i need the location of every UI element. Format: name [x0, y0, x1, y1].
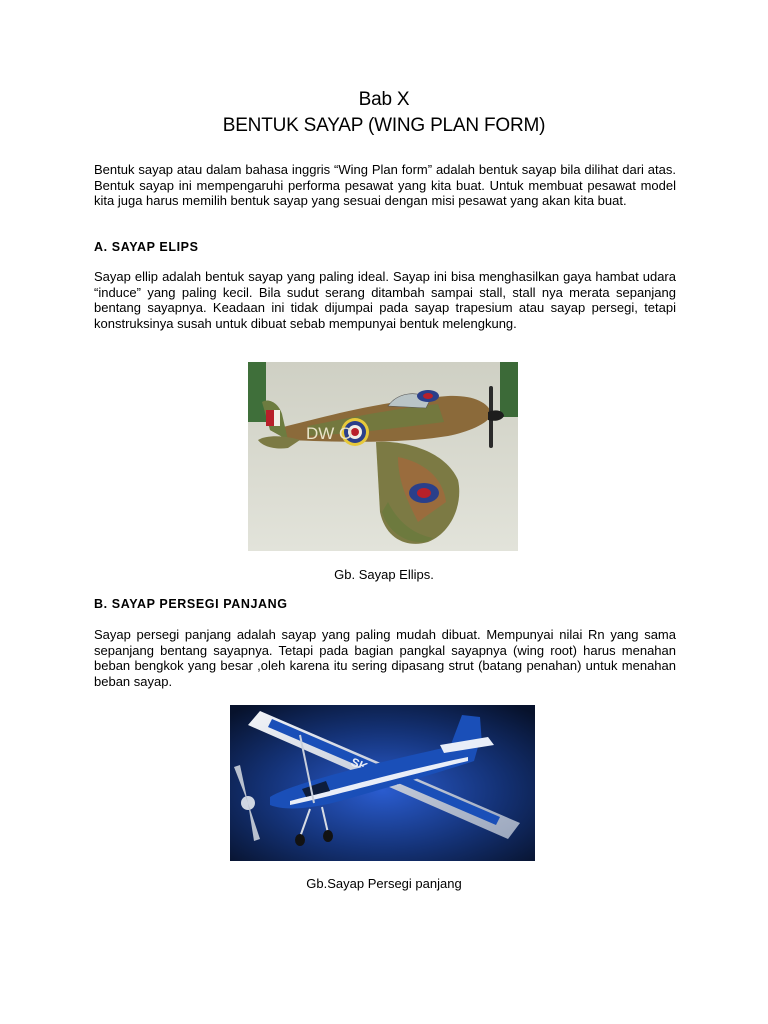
rectangular-wing-photo	[230, 705, 535, 861]
page-title: BENTUK SAYAP (WING PLAN FORM)	[222, 115, 546, 136]
elliptical-wing-photo	[248, 362, 518, 551]
section-a-caption: Gb. Sayap Ellips.	[334, 567, 434, 582]
section-b-heading: B. SAYAP PERSEGI PANJANG	[94, 597, 288, 611]
chapter-label: Bab X	[358, 89, 410, 110]
section-b-paragraph: Sayap persegi panjang adalah sayap yang paling mudah dibuat. Mempunyai nilai Rn yang sama sepanjang bentang sayapnya. Tetapi pada bagian pangkal sayapnya (wing root) harus menahan beban bengkok yang besar ,oleh karena itu sering dipasang strut (batang penahan) untuk menahan beban sayap.	[94, 627, 676, 689]
section-a-paragraph: Sayap ellip adalah bentuk sayap yang paling ideal. Sayap ini bisa menghasilkan gaya hambat udara “induce” yang paling kecil. Bila sudut serang ditambah sampai stall, stall nya merata sepanjang bentang sayapnya. Keadaan ini tidak dijumpai pada sayap trapesium atau sayap persegi, tetapi konstruksinya susah untuk dibuat sebab mempunyai bentuk melengkung.	[94, 269, 676, 331]
section-b-caption: Gb.Sayap Persegi panjang	[306, 876, 462, 891]
intro-paragraph: Bentuk sayap atau dalam bahasa inggris “Wing Plan form” adalah bentuk sayap bila dilihat dari atas. Bentuk sayap ini mempengaruhi performa pesawat yang kita buat. Untuk membuat pesawat model kita juga harus memilih bentuk sayap yang sesuai dengan misi pesawat yang akan kita buat.	[94, 162, 676, 209]
aircraft-markings: DW O	[306, 424, 353, 443]
section-a-heading: A. SAYAP ELIPS	[94, 240, 199, 254]
